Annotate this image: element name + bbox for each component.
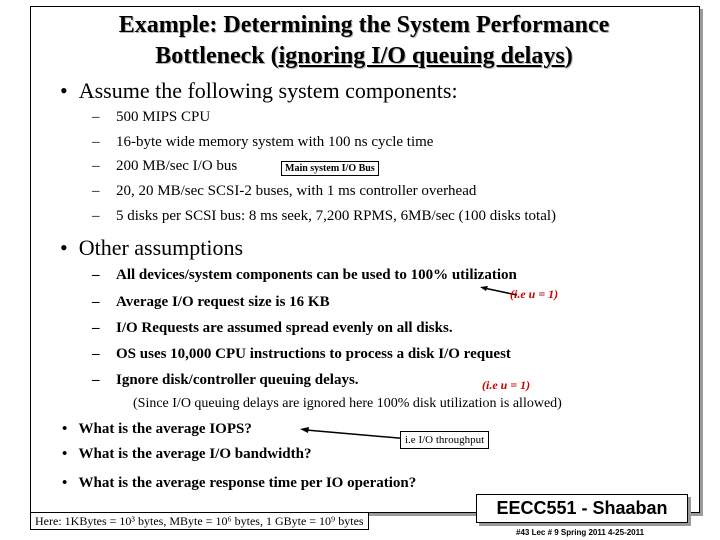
units-note: Here: 1KBytes = 10³ bytes, MByte = 10⁶ bytes, 1 GByte = 10⁹ bytes xyxy=(30,512,369,530)
bullet-other xyxy=(60,235,243,261)
slide-title xyxy=(30,10,698,72)
question-item: • What is the average I/O bandwidth? xyxy=(62,446,312,462)
utilization-note-2: (i.e u = 1) xyxy=(482,378,531,392)
component-item: 5 disks per SCSI bus: 8 ms seek, 7,200 RPMS, 6MB/sec (100 disks total) xyxy=(116,208,557,224)
assumption-item: Ignore disk/controller queuing delays. xyxy=(116,372,359,388)
component-item: 500 MIPS CPU xyxy=(116,109,211,125)
utilization-note: (i.e u = 1) xyxy=(510,287,559,301)
dash-icon: – xyxy=(92,294,100,310)
question-item: • What is the average IOPS? xyxy=(62,421,252,437)
dash-icon: – xyxy=(92,158,100,174)
component-item: 16-byte wide memory system with 100 ns cycle time xyxy=(116,134,434,150)
assumption-item: All devices/system components can be used to 100% utilization xyxy=(116,267,517,283)
bullet-other-text: Other assumptions xyxy=(78,235,244,260)
dash-icon: – xyxy=(92,109,100,125)
since-note: (Since I/O queuing delays are ignored here 100% disk utilization is allowed) xyxy=(133,396,562,411)
bullet-icon: • xyxy=(60,78,68,103)
dash-icon: – xyxy=(92,267,100,283)
dash-icon: – xyxy=(92,134,100,150)
component-item: 20, 20 MB/sec SCSI-2 buses, with 1 ms controller overhead xyxy=(116,183,477,199)
dash-icon: – xyxy=(92,183,100,199)
assumption-item: Average I/O request size is 16 KB xyxy=(116,294,330,310)
component-item: 200 MB/sec I/O bus xyxy=(116,158,238,174)
throughput-callout: i.e I/O throughput xyxy=(400,431,489,449)
dash-icon: – xyxy=(92,320,100,336)
bullet-assume xyxy=(60,78,458,104)
bullet-assume-text: Assume the following system components: xyxy=(78,78,458,103)
assumption-item: OS uses 10,000 CPU instructions to process a disk I/O request xyxy=(116,346,511,362)
course-label: EECC551 - Shaaban xyxy=(476,494,688,523)
slide-footer: #43 Lec # 9 Spring 2011 4-25-2011 xyxy=(516,528,645,537)
assumption-item: I/O Requests are assumed spread evenly on all disks. xyxy=(116,320,453,336)
dash-icon: – xyxy=(92,208,100,224)
bullet-icon: • xyxy=(62,475,68,491)
bus-callout: Main system I/O Bus xyxy=(281,161,379,176)
bullet-icon: • xyxy=(62,421,68,437)
bullet-icon: • xyxy=(62,446,68,462)
dash-icon: – xyxy=(92,372,100,388)
title-line-1: Example: Determining the System Performance xyxy=(118,12,610,38)
question-item: • What is the average response time per IO operation? xyxy=(62,475,417,491)
dash-icon: – xyxy=(92,346,100,362)
bullet-icon: • xyxy=(60,235,68,260)
arrow-icon xyxy=(300,424,412,444)
title-line-2: Bottleneck (ignoring I/O queuing delays) xyxy=(155,43,573,69)
